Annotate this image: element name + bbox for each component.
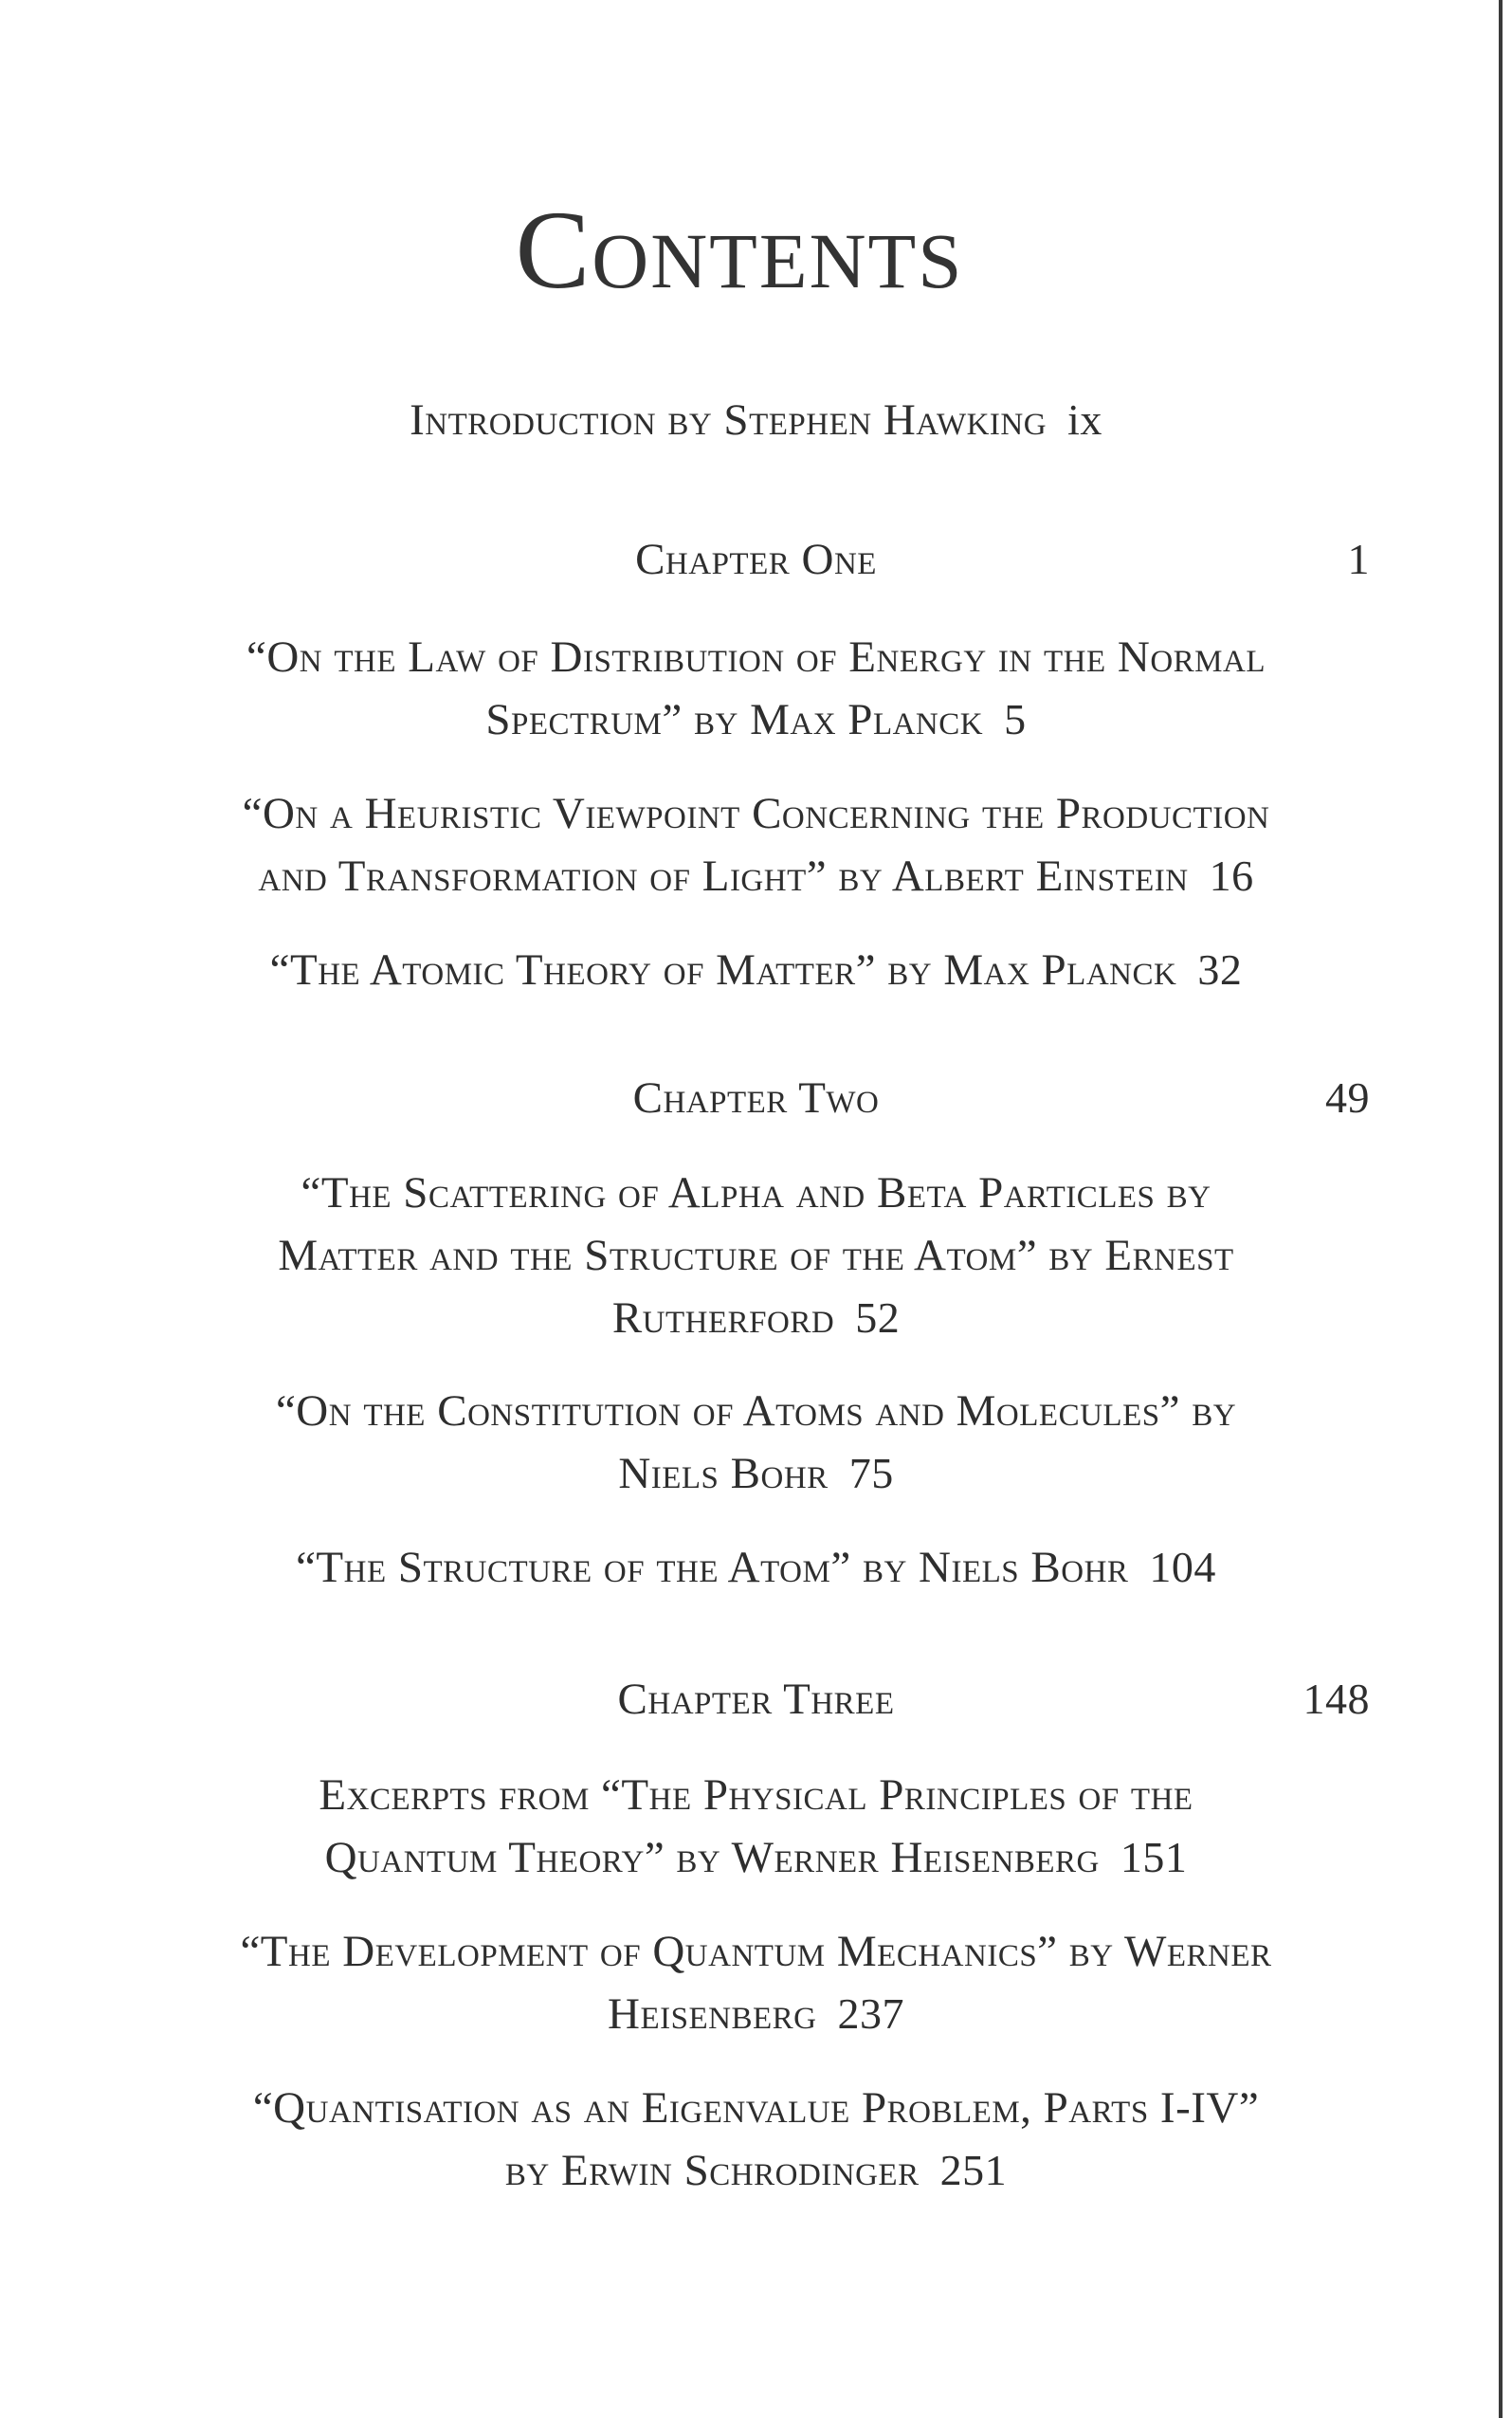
page-number: 251 — [939, 2146, 1008, 2194]
entry-line: “Quantisation as an Eigenvalue Problem, Parts I-IV” — [252, 2083, 1260, 2133]
toc-entry-planck-distribution[interactable] — [0, 626, 1512, 751]
entry-line: Matter and the Structure of the Atom” by Ernest — [278, 1231, 1234, 1280]
entry-line: “The Structure of the Atom” by Niels Bohr — [296, 1543, 1129, 1592]
entry-line: Quantum Theory” by Werner Heisenberg — [324, 1833, 1100, 1882]
page-number: 75 — [848, 1449, 894, 1497]
toc-entry-einstein-light[interactable] — [0, 782, 1512, 907]
toc-entry-bohr-constitution[interactable] — [0, 1380, 1512, 1505]
page-number: 5 — [1004, 695, 1027, 743]
toc-entry-planck-atomic-theory[interactable] — [0, 939, 1512, 1001]
toc-entry-rutherford-scattering[interactable] — [0, 1162, 1512, 1349]
entry-line: by Erwin Schrodinger — [504, 2146, 920, 2195]
entry-line: Spectrum” by Max Planck — [485, 695, 984, 744]
entry-line: “The Scattering of Alpha and Beta Particles by — [301, 1168, 1211, 1218]
entry-line: Rutherford — [611, 1293, 835, 1343]
page-number: 237 — [837, 1989, 904, 2038]
page-number: 32 — [1197, 945, 1243, 994]
chapter-page-number: 148 — [1303, 1675, 1370, 1723]
entry-line: and Transformation of Light” by Albert Einstein — [258, 852, 1189, 901]
entry-line: “On the Law of Distribution of Energy in the Normal — [246, 632, 1266, 682]
toc-entry-heisenberg-principles[interactable] — [0, 1764, 1512, 1889]
toc-entry-introduction[interactable] — [0, 389, 1512, 451]
entry-line: Niels Bohr — [618, 1449, 829, 1498]
entry-line: Heisenberg — [608, 1989, 817, 2039]
toc-entry-bohr-structure[interactable] — [0, 1536, 1512, 1599]
entry-line: Excerpts from “The Physical Principles of the — [319, 1770, 1193, 1820]
chapter-label: Chapter Three — [617, 1675, 895, 1724]
entry-line: “On the Constitution of Atoms and Molecules” by — [275, 1386, 1237, 1436]
page-number: ix — [1067, 395, 1102, 444]
page-number: 16 — [1209, 852, 1254, 900]
chapter-label: Chapter One — [635, 535, 877, 584]
page-title: Contents — [515, 188, 964, 312]
page-number: 151 — [1120, 1833, 1188, 1881]
chapter-page-number: 1 — [1347, 535, 1370, 583]
toc-entry-heisenberg-development[interactable] — [0, 1920, 1512, 2045]
page-number: 104 — [1149, 1543, 1216, 1591]
toc-entry-schrodinger-quantisation[interactable] — [0, 2077, 1512, 2202]
entry-line: “The Atomic Theory of Matter” by Max Planck — [269, 945, 1177, 995]
entry-line: “The Development of Quantum Mechanics” by Werner — [240, 1927, 1272, 1976]
page-number: 52 — [855, 1293, 901, 1342]
chapter-label: Chapter Two — [632, 1073, 880, 1123]
entry-line: “On a Heuristic Viewpoint Concerning the Production — [242, 789, 1270, 838]
entry-text: Introduction by Stephen Hawking — [410, 395, 1047, 445]
chapter-page-number: 49 — [1325, 1073, 1370, 1122]
